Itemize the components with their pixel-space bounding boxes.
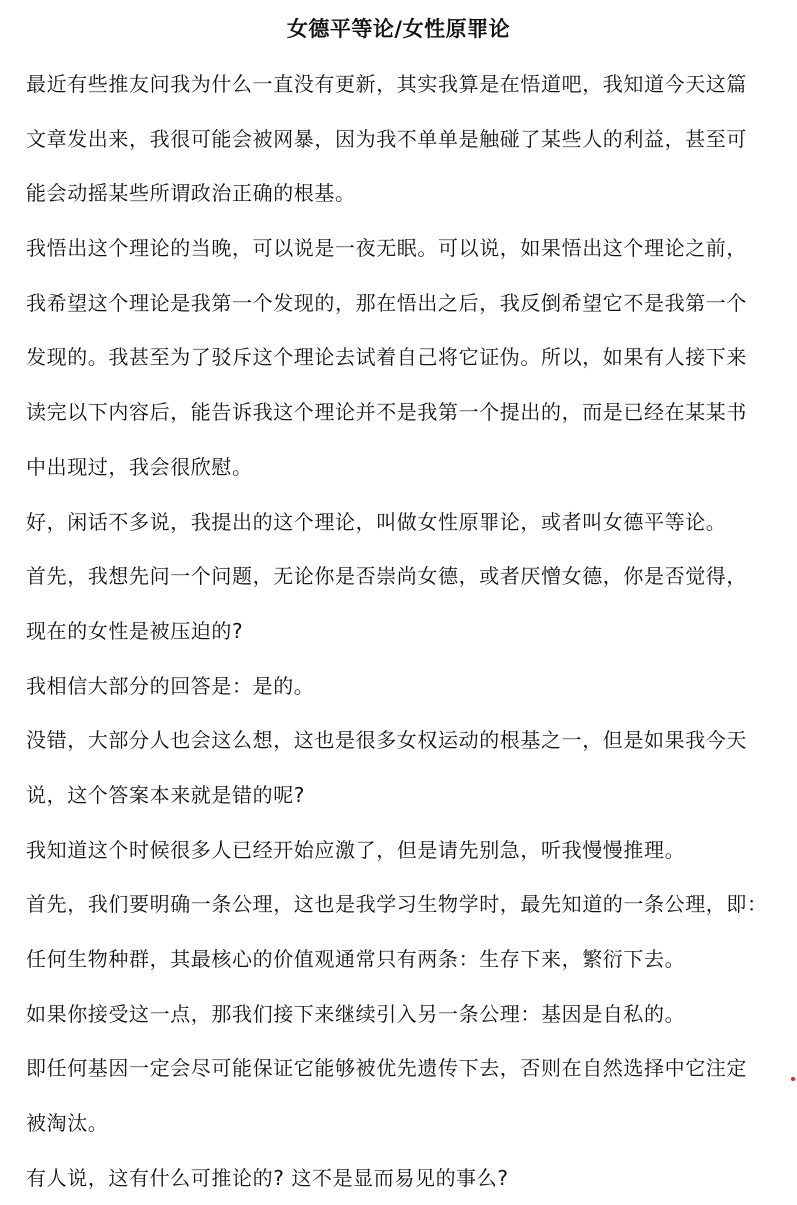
text-line: 即任何基因一定会尽可能保证它能够被优先遗传下去，否则在自然选择中它注定 <box>26 1056 747 1081</box>
text-line: 首先，我想先问一个问题，无论你是否崇尚女德，或者厌憎女德，你是否觉得， <box>26 564 747 589</box>
text-line: 如果你接受这一点，那我们接下来继续引入另一条公理：基因是自私的。 <box>26 1001 686 1026</box>
text-line: 我悟出这个理论的当晚，可以说是一夜无眠。可以说，如果悟出这个理论之前， <box>26 236 747 261</box>
text-line: 我希望这个理论是我第一个发现的，那在悟出之后，我反倒希望它不是我第一个 <box>26 290 747 315</box>
article-body <box>26 57 776 1205</box>
paragraph <box>26 877 776 986</box>
text-line: 最近有些推友问我为什么一直没有更新，其实我算是在悟道吧，我知道今天这篇 <box>26 72 747 96</box>
paragraph <box>26 221 776 494</box>
text-line: 任何生物种群，其最核心的价值观通常只有两条：生存下来，繁衍下去。 <box>26 947 686 971</box>
text-line: 首先，我们要明确一条公理，这也是我学习生物学时，最先知道的一条公理，即： <box>26 892 768 917</box>
text-line: 发现的。我甚至为了驳斥这个理论去试着自己将它证伪。所以，如果有人接下来 <box>26 345 747 370</box>
paragraph <box>26 659 776 714</box>
text-line: 好，闲话不多说，我提出的这个理论，叫做女性原罪论，或者叫女德平等论。 <box>26 509 727 534</box>
text-line: 有人说，这有什么可推论的? 这不是显而易见的事么? <box>26 1165 509 1190</box>
paragraph <box>26 987 776 1042</box>
text-line: 现在的女性是被压迫的? <box>26 618 244 643</box>
paragraph <box>26 1151 776 1205</box>
text-line: 没错，大部分人也会这么想，这也是很多女权运动的根基之一，但是如果我今天 <box>26 728 747 753</box>
red-dot-mark <box>791 1077 795 1081</box>
paragraph <box>26 57 776 221</box>
text-line: 读完以下内容后，能告诉我这个理论并不是我第一个提出的，而是已经在某某书 <box>26 400 747 425</box>
text-line: 说，这个答案本来就是错的呢? <box>26 782 306 807</box>
paragraph <box>26 495 776 550</box>
paragraph <box>26 1041 776 1150</box>
text-line: 文章发出来，我很可能会被网暴，因为我不单单是触碰了某些人的利益，甚至可 <box>26 126 747 151</box>
paragraph <box>26 713 776 822</box>
paragraph <box>26 549 776 658</box>
text-line: 我知道这个时候很多人已经开始应激了，但是请先别急，听我慢慢推理。 <box>26 837 686 862</box>
text-line: 能会动摇某些所谓政治正确的根基。 <box>26 181 356 206</box>
article-title: 女德平等论/女性原罪论 <box>286 17 511 41</box>
text-line: 我相信大部分的回答是：是的。 <box>26 673 315 698</box>
paragraph <box>26 823 776 878</box>
text-line: 中出现过，我会很欣慰。 <box>26 454 253 479</box>
text-line: 被淘汰。 <box>26 1111 109 1136</box>
